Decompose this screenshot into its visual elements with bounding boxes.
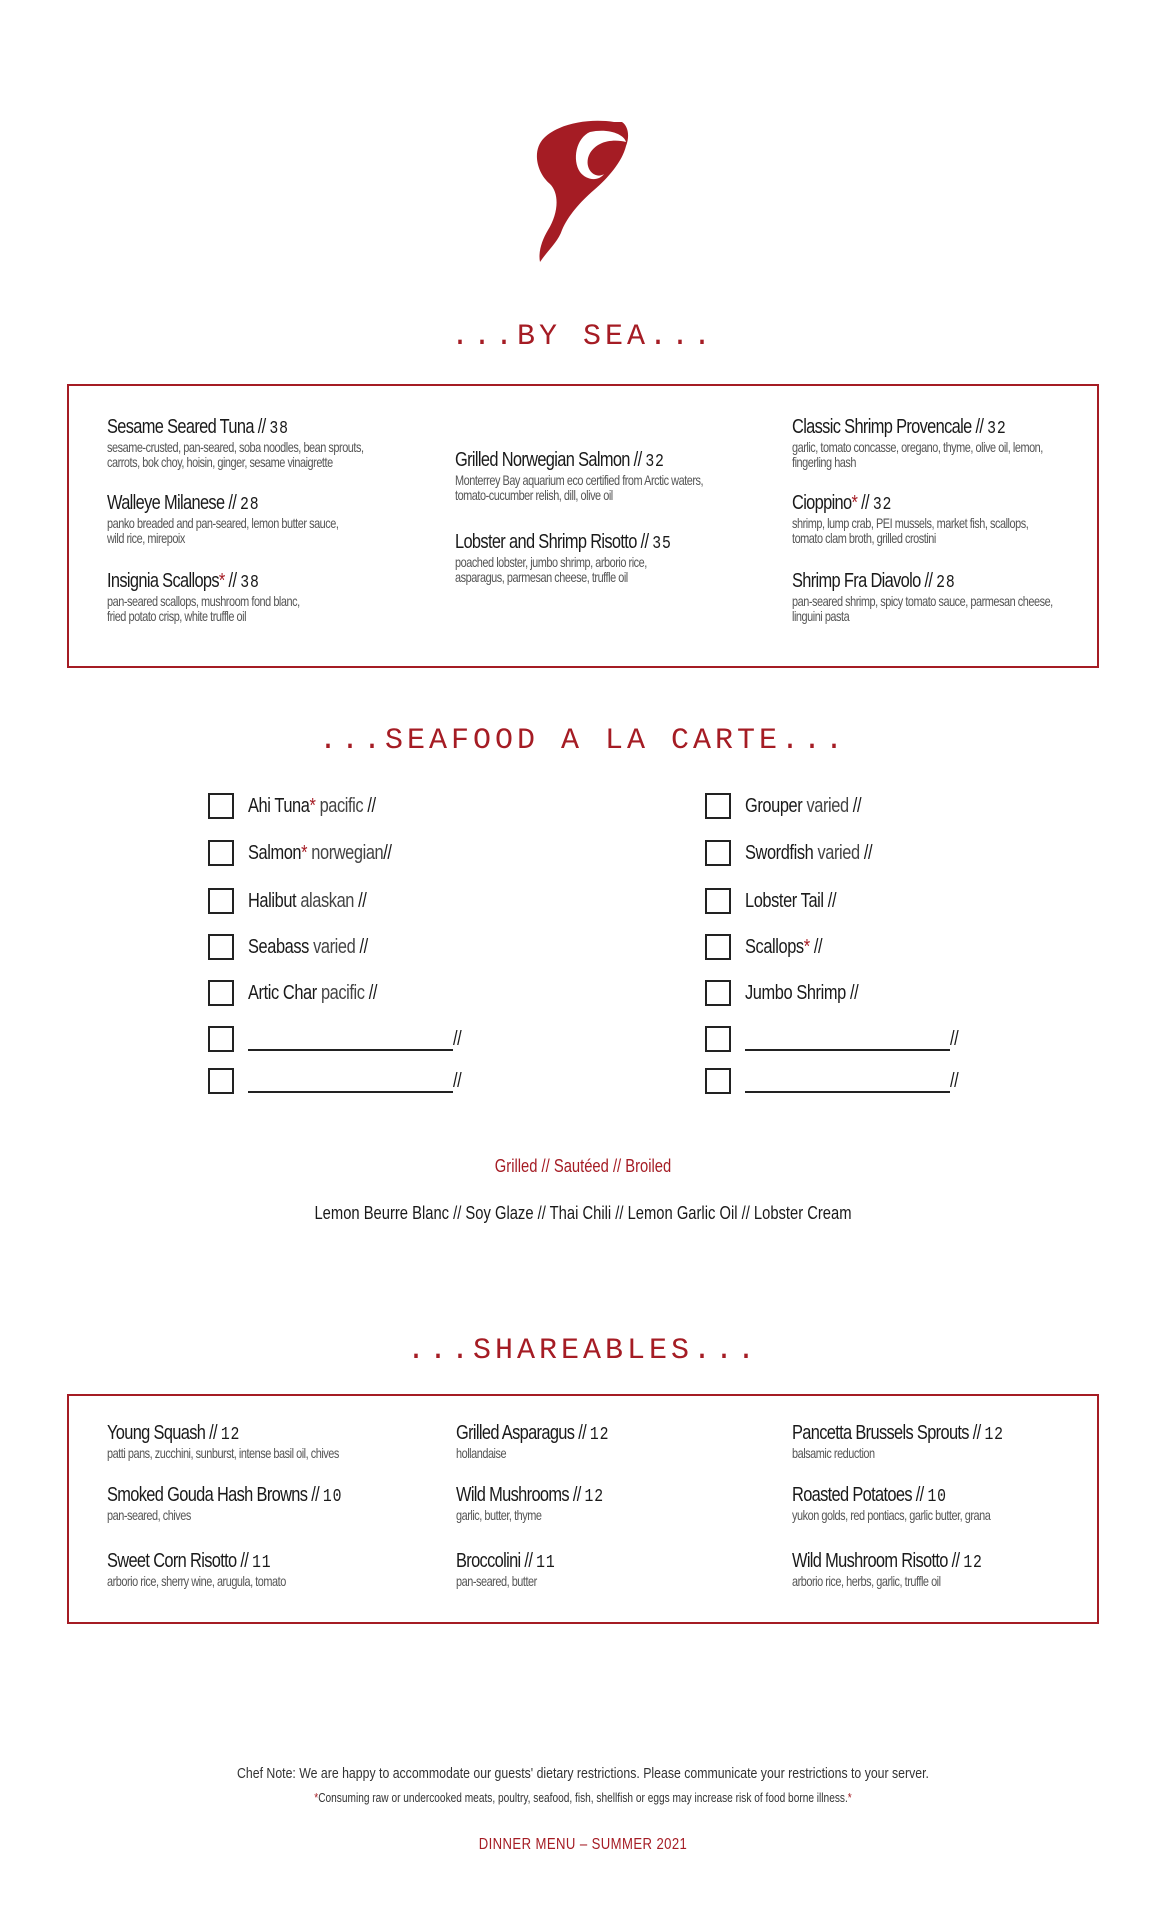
separator: //	[363, 794, 376, 817]
item-desc: garlic, tomato concasse, oregano, thyme, olive oil, lemon,	[792, 439, 1043, 455]
write-in-line[interactable]	[745, 1031, 950, 1051]
item-desc: yukon golds, red pontiacs, garlic butter, grana	[792, 1507, 991, 1523]
order-checkbox[interactable]	[705, 934, 731, 960]
fish-origin: pacific	[316, 981, 365, 1004]
menu-item	[107, 416, 436, 470]
fish-name: Lobster Tail	[745, 889, 824, 912]
item-desc: pan-seared shrimp, spicy tomato sauce, parmesan cheese,	[792, 593, 1053, 609]
a-la-carte-item	[208, 791, 404, 821]
item-name: Wild Mushrooms //	[456, 1484, 585, 1506]
item-desc: panko breaded and pan-seared, lemon butter sauce,	[107, 515, 339, 531]
sauce-options: Lemon Beurre Blanc // Soy Glaze // Thai Chili // Lemon Garlic Oil // Lobster Cream	[314, 1203, 852, 1223]
item-name: Pancetta Brussels Sprouts //	[792, 1422, 985, 1444]
item-price: 38	[269, 419, 289, 439]
write-in-line[interactable]	[248, 1031, 453, 1051]
separator: //	[950, 1069, 959, 1092]
raw-warning-star: *	[301, 841, 308, 864]
item-name: Sesame Seared Tuna //	[107, 416, 270, 438]
a-la-carte-item	[705, 838, 900, 868]
item-desc: arborio rice, sherry wine, arugula, tomato	[107, 1573, 286, 1589]
order-checkbox[interactable]	[705, 888, 731, 914]
section-title-a-la-carte: ...SEAFOOD A LA CARTE...	[318, 724, 848, 758]
cooking-methods: Grilled // Sautéed // Broiled	[494, 1156, 672, 1176]
menu-item: Insignia Scallops* // 38 pan-seared scallops, mushroom fond blanc, fried potato crisp, white truffle oil	[107, 570, 300, 624]
item-name: Sweet Corn Risotto //	[107, 1550, 253, 1572]
menu-item	[107, 1422, 404, 1461]
order-checkbox[interactable]	[208, 980, 234, 1006]
menu-item	[107, 492, 404, 546]
fish-name: Jumbo Shrimp	[745, 981, 846, 1004]
separator: //	[950, 1027, 959, 1050]
item-desc: asparagus, parmesan cheese, truffle oil	[455, 569, 628, 585]
a-la-carte-blank	[208, 1066, 508, 1096]
fish-origin: varied	[802, 794, 849, 817]
a-la-carte-item	[208, 932, 394, 962]
raw-warning-star: *	[314, 1790, 319, 1805]
item-price: 12	[984, 1425, 1004, 1445]
order-checkbox[interactable]	[208, 934, 234, 960]
section-title-shareables: ...SHAREABLES...	[406, 1334, 760, 1368]
fish-name: Grouper	[745, 794, 803, 817]
item-desc: carrots, bok choy, hoisin, ginger, sesame vinaigrette	[107, 454, 333, 470]
separator: //	[848, 794, 862, 817]
item-desc: shrimp, lump crab, PEI mussels, market fish, scallops,	[792, 515, 1029, 531]
item-desc: pan-seared, chives	[107, 1507, 191, 1523]
fish-name: Seabass	[248, 935, 309, 958]
warning-text: Consuming raw or undercooked meats, poultry, seafood, fish, shellfish or eggs may increase risk of food borne illness.	[318, 1790, 848, 1805]
order-checkbox[interactable]	[705, 1068, 731, 1094]
fish-name: Halibut	[248, 889, 297, 912]
separator: //	[845, 981, 859, 1004]
item-name: Grilled Asparagus //	[456, 1422, 590, 1444]
item-desc: fried potato crisp, white truffle oil	[107, 608, 247, 624]
item-desc: balsamic reduction	[792, 1445, 875, 1461]
item-desc: hollandaise	[456, 1445, 507, 1461]
item-desc: patti pans, zucchini, sunburst, intense basil oil, chives	[107, 1445, 339, 1461]
separator: //	[353, 889, 367, 912]
a-la-carte-item	[705, 978, 883, 1008]
item-price: 11	[252, 1553, 272, 1573]
separator: //	[859, 841, 873, 864]
menu-item	[107, 1484, 394, 1523]
a-la-carte-blank	[705, 1024, 1005, 1054]
item-price: 10	[322, 1487, 343, 1507]
menu-item	[792, 416, 1114, 470]
menu-item	[792, 1422, 1050, 1461]
item-name: Grilled Norwegian Salmon //	[455, 449, 646, 471]
fish-name: Ahi Tuna	[248, 794, 310, 817]
fish-origin: varied	[813, 841, 860, 864]
menu-item	[455, 449, 773, 503]
item-name: Cioppino	[792, 492, 852, 514]
item-desc: linguini pasta	[792, 608, 850, 624]
raw-warning-star: *	[218, 570, 225, 592]
item-desc: arborio rice, herbs, garlic, truffle oil	[792, 1573, 941, 1589]
order-checkbox[interactable]	[705, 840, 731, 866]
menu-item	[107, 1550, 336, 1589]
fish-name: Scallops	[745, 935, 804, 958]
raw-warning-star: *	[309, 794, 316, 817]
order-checkbox[interactable]	[208, 888, 234, 914]
item-price: 12	[584, 1487, 604, 1507]
fish-name: Swordfish	[745, 841, 814, 864]
item-name: Classic Shrimp Provencale //	[792, 416, 988, 438]
raw-food-warning	[128, 1790, 1037, 1805]
fish-logo-icon	[528, 118, 640, 262]
item-desc: garlic, butter, thyme	[456, 1507, 542, 1523]
order-checkbox[interactable]	[208, 793, 234, 819]
item-price: 32	[645, 452, 665, 472]
fish-name: Artic Char	[248, 981, 317, 1004]
order-checkbox[interactable]	[208, 1068, 234, 1094]
fish-name: Salmon	[248, 841, 302, 864]
a-la-carte-item	[208, 886, 392, 916]
order-checkbox[interactable]	[208, 840, 234, 866]
item-desc: pan-seared scallops, mushroom fond blanc,	[107, 593, 300, 609]
raw-warning-star: *	[847, 1790, 852, 1805]
menu-item	[455, 531, 719, 585]
item-name: Wild Mushroom Risotto //	[792, 1550, 964, 1572]
a-la-carte-item	[208, 838, 423, 868]
fish-origin: varied	[308, 935, 356, 958]
separator: //	[364, 981, 378, 1004]
separator: //	[823, 889, 837, 912]
order-checkbox[interactable]	[705, 1026, 731, 1052]
write-in-line[interactable]	[745, 1073, 950, 1093]
fish-origin: pacific	[315, 794, 364, 817]
item-name: Shrimp Fra Diavolo //	[792, 570, 937, 592]
item-name: Smoked Gouda Hash Browns //	[107, 1484, 323, 1506]
item-price: 32	[872, 495, 893, 515]
fish-origin: alaskan	[296, 889, 354, 912]
separator: //	[355, 935, 368, 958]
order-checkbox[interactable]	[705, 793, 731, 819]
item-price: 28	[240, 495, 260, 515]
menu-item	[792, 1484, 1046, 1523]
item-desc: tomato-cucumber relish, dill, olive oil	[455, 487, 613, 503]
item-price: 35	[652, 534, 672, 554]
item-name: Broccolini //	[456, 1550, 537, 1572]
chef-note: Chef Note: We are happy to accommodate our guests' dietary restrictions. Please communicate your restrictions to your server.	[237, 1765, 929, 1782]
a-la-carte-item	[705, 932, 839, 962]
item-desc: poached lobster, jumbo shrimp, arborio rice,	[455, 554, 647, 570]
item-name: Walleye Milanese //	[107, 492, 241, 514]
menu-item	[456, 1484, 636, 1523]
section-title-by-sea: ...BY SEA...	[450, 320, 716, 354]
item-desc: sesame-crusted, pan-seared, soba noodles, bean sprouts,	[107, 439, 364, 455]
separator: //	[453, 1027, 462, 1050]
a-la-carte-blank	[208, 1024, 508, 1054]
menu-item	[456, 1550, 577, 1589]
order-checkbox[interactable]	[705, 980, 731, 1006]
write-in-line[interactable]	[248, 1073, 453, 1093]
a-la-carte-item	[705, 886, 856, 916]
item-price: 32	[987, 419, 1007, 439]
item-price: 28	[936, 573, 956, 593]
menu-item: Cioppino* // 32 shrimp, lump crab, PEI mussels, market fish, scallops, tomato clam broth, grilled crostini	[792, 492, 1029, 546]
a-la-carte-item	[208, 978, 405, 1008]
separator: //	[383, 841, 392, 864]
item-name: Young Squash //	[107, 1422, 221, 1444]
item-price: 11	[536, 1553, 556, 1573]
fish-origin: norwegian	[307, 841, 384, 864]
menu-label: DINNER MENU – SUMMER 2021	[478, 1836, 688, 1853]
item-price: 38	[240, 573, 260, 593]
item-price: 12	[589, 1425, 610, 1445]
a-la-carte-blank	[705, 1066, 1005, 1096]
menu-item	[456, 1422, 643, 1461]
menu-item	[792, 1550, 1025, 1589]
a-la-carte-item	[705, 791, 887, 821]
order-checkbox[interactable]	[208, 1026, 234, 1052]
item-desc: wild rice, mirepoix	[107, 530, 185, 546]
menu-item	[792, 570, 1126, 624]
raw-warning-star: *	[851, 492, 858, 514]
item-desc: Monterrey Bay aquarium eco certified from Arctic waters,	[455, 472, 704, 488]
item-desc: fingerling hash	[792, 454, 857, 470]
item-price: 12	[963, 1553, 983, 1573]
item-name: Lobster and Shrimp Risotto //	[455, 531, 653, 553]
item-name: Insignia Scallops	[107, 570, 219, 592]
item-name: Roasted Potatoes //	[792, 1484, 928, 1506]
item-desc: tomato clam broth, grilled crostini	[792, 530, 936, 546]
item-desc: pan-seared, butter	[456, 1573, 537, 1589]
item-price: 12	[220, 1425, 241, 1445]
item-price: 10	[927, 1487, 947, 1507]
separator: //	[809, 935, 823, 958]
raw-warning-star: *	[803, 935, 810, 958]
separator: //	[453, 1069, 462, 1092]
